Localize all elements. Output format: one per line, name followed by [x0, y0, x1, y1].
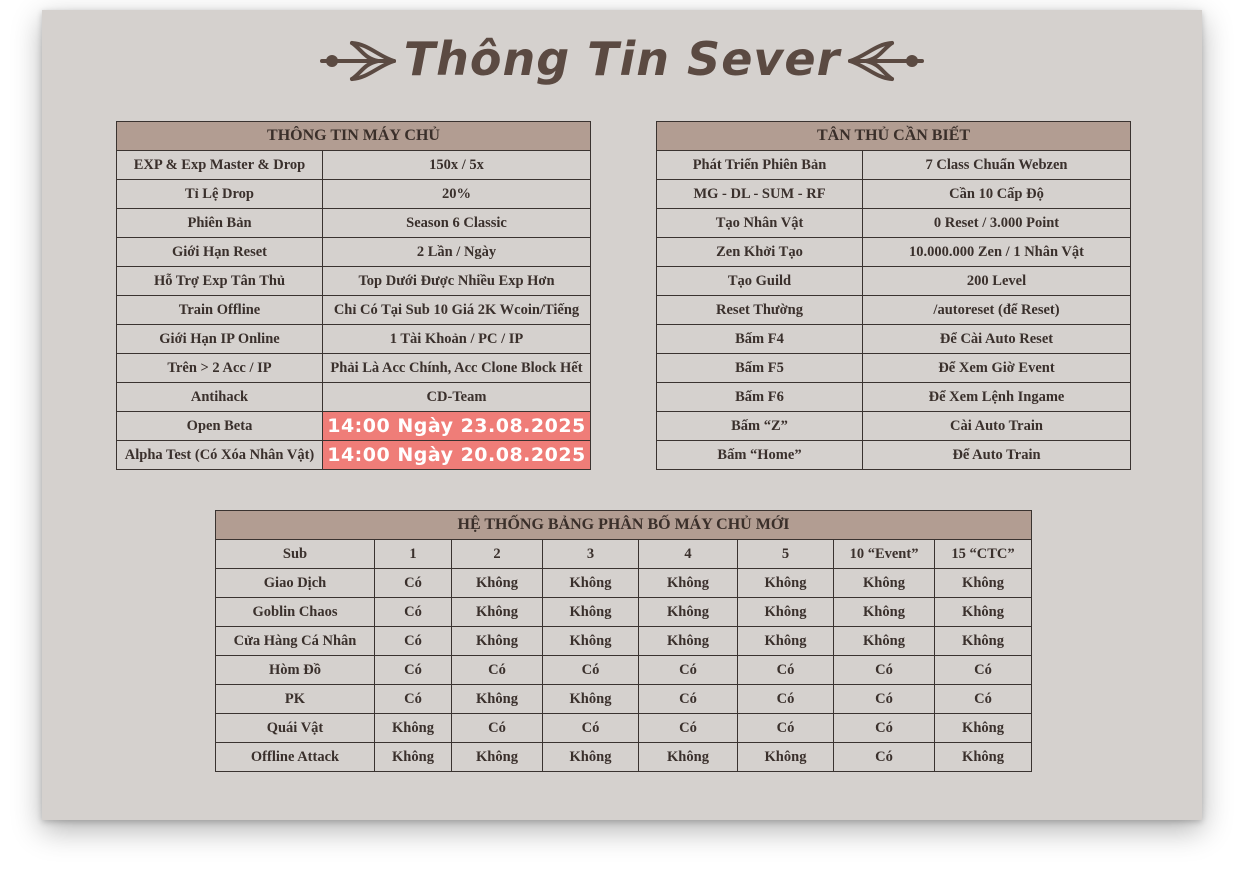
- row-value: Chỉ Có Tại Sub 10 Giá 2K Wcoin/Tiếng: [323, 296, 591, 325]
- table-row: [117, 412, 591, 441]
- column-header: 3: [543, 540, 639, 569]
- table-row: [216, 743, 1032, 772]
- availability-cell: Không: [375, 714, 452, 743]
- row-label: Phiên Bản: [117, 209, 323, 238]
- availability-cell: Không: [639, 569, 738, 598]
- table-row: [657, 354, 1131, 383]
- row-value: Cài Auto Train: [863, 412, 1131, 441]
- row-label: Hỗ Trợ Exp Tân Thủ: [117, 267, 323, 296]
- row-label: Antihack: [117, 383, 323, 412]
- alpha-test-date: 14:00 Ngày 20.08.2025: [323, 441, 591, 470]
- distribution-header: HỆ THỐNG BẢNG PHÂN BỐ MÁY CHỦ MỚI: [216, 511, 1032, 540]
- row-label: Giới Hạn IP Online: [117, 325, 323, 354]
- availability-cell: Có: [375, 656, 452, 685]
- availability-cell: Không: [935, 743, 1032, 772]
- availability-cell: Không: [935, 569, 1032, 598]
- feature-label: Cửa Hàng Cá Nhân: [216, 627, 375, 656]
- row-value: 1 Tài Khoản / PC / IP: [323, 325, 591, 354]
- row-label: Tạo Nhân Vật: [657, 209, 863, 238]
- column-header: 1: [375, 540, 452, 569]
- server-info-table: [116, 121, 591, 470]
- table-row: [657, 209, 1131, 238]
- right-leaf-ornament-icon: [846, 38, 926, 84]
- row-label: Bấm F6: [657, 383, 863, 412]
- availability-cell: Không: [738, 569, 834, 598]
- row-value: Phải Là Acc Chính, Acc Clone Block Hết: [323, 354, 591, 383]
- row-value: Để Cài Auto Reset: [863, 325, 1131, 354]
- column-header: 2: [452, 540, 543, 569]
- table-row: [117, 383, 591, 412]
- availability-cell: Không: [738, 598, 834, 627]
- availability-cell: Không: [639, 743, 738, 772]
- table-row: [117, 354, 591, 383]
- availability-cell: Có: [452, 714, 543, 743]
- availability-cell: Có: [935, 656, 1032, 685]
- row-value: CD-Team: [323, 383, 591, 412]
- table-row: [657, 325, 1131, 354]
- feature-label: Goblin Chaos: [216, 598, 375, 627]
- row-label: Zen Khởi Tạo: [657, 238, 863, 267]
- table-row: [216, 714, 1032, 743]
- table-row: [216, 685, 1032, 714]
- availability-cell: Không: [639, 598, 738, 627]
- row-value: 0 Reset / 3.000 Point: [863, 209, 1131, 238]
- availability-cell: Không: [452, 569, 543, 598]
- availability-cell: Có: [834, 656, 935, 685]
- availability-cell: Không: [834, 569, 935, 598]
- availability-cell: Không: [543, 743, 639, 772]
- column-header: 15 “CTC”: [935, 540, 1032, 569]
- availability-cell: Có: [375, 569, 452, 598]
- row-label: Bấm “Home”: [657, 441, 863, 470]
- availability-cell: Không: [935, 714, 1032, 743]
- table-row: [117, 441, 591, 470]
- row-value: Top Dưới Được Nhiều Exp Hơn: [323, 267, 591, 296]
- availability-cell: Có: [639, 656, 738, 685]
- row-label: Bấm F4: [657, 325, 863, 354]
- availability-cell: Có: [834, 743, 935, 772]
- row-value: 200 Level: [863, 267, 1131, 296]
- availability-cell: Có: [375, 598, 452, 627]
- availability-cell: Không: [738, 743, 834, 772]
- row-value: Season 6 Classic: [323, 209, 591, 238]
- row-value: Để Xem Lệnh Ingame: [863, 383, 1131, 412]
- table-row: [657, 383, 1131, 412]
- table-row: [117, 238, 591, 267]
- table-row: [657, 296, 1131, 325]
- table-row: [657, 238, 1131, 267]
- row-label: Train Offline: [117, 296, 323, 325]
- availability-cell: Không: [935, 627, 1032, 656]
- row-value: Để Auto Train: [863, 441, 1131, 470]
- column-header: 5: [738, 540, 834, 569]
- row-label: Bấm F5: [657, 354, 863, 383]
- availability-cell: Không: [543, 598, 639, 627]
- row-value: 150x / 5x: [323, 151, 591, 180]
- availability-cell: Có: [639, 714, 738, 743]
- table-row: [216, 569, 1032, 598]
- column-header-row: [216, 540, 1032, 569]
- feature-label: PK: [216, 685, 375, 714]
- row-value: 10.000.000 Zen / 1 Nhân Vật: [863, 238, 1131, 267]
- feature-label: Quái Vật: [216, 714, 375, 743]
- availability-cell: Có: [543, 714, 639, 743]
- availability-cell: Có: [834, 714, 935, 743]
- table-row: [117, 325, 591, 354]
- feature-label: Giao Dịch: [216, 569, 375, 598]
- table-row: [117, 267, 591, 296]
- row-label: Alpha Test (Có Xóa Nhân Vật): [117, 441, 323, 470]
- availability-cell: Không: [543, 627, 639, 656]
- row-label: Trên > 2 Acc / IP: [117, 354, 323, 383]
- row-label: Giới Hạn Reset: [117, 238, 323, 267]
- table-row: [216, 627, 1032, 656]
- open-beta-date: 14:00 Ngày 23.08.2025: [323, 412, 591, 441]
- table-row: [216, 598, 1032, 627]
- availability-cell: Có: [375, 627, 452, 656]
- feature-label: Hòm Đồ: [216, 656, 375, 685]
- availability-cell: Có: [738, 685, 834, 714]
- newbie-info-table: [656, 121, 1131, 470]
- availability-cell: Không: [738, 627, 834, 656]
- table-row: [657, 267, 1131, 296]
- availability-cell: Có: [738, 656, 834, 685]
- availability-cell: Không: [834, 627, 935, 656]
- distribution-table: [215, 510, 1032, 772]
- availability-cell: Có: [375, 685, 452, 714]
- availability-cell: Không: [375, 743, 452, 772]
- row-value: /autoreset (để Reset): [863, 296, 1131, 325]
- newbie-info-header: TÂN THỦ CẦN BIẾT: [657, 122, 1131, 151]
- availability-cell: Có: [834, 685, 935, 714]
- availability-cell: Có: [543, 656, 639, 685]
- server-info-header: THÔNG TIN MÁY CHỦ: [117, 122, 591, 151]
- row-value: Để Xem Giờ Event: [863, 354, 1131, 383]
- row-value: 20%: [323, 180, 591, 209]
- availability-cell: Không: [834, 598, 935, 627]
- availability-cell: Không: [543, 569, 639, 598]
- row-label: Open Beta: [117, 412, 323, 441]
- row-value: 2 Lần / Ngày: [323, 238, 591, 267]
- table-row: [117, 209, 591, 238]
- row-label: Bấm “Z”: [657, 412, 863, 441]
- table-row: [657, 180, 1131, 209]
- availability-cell: Có: [639, 685, 738, 714]
- page-title: Thông Tin Sever: [403, 32, 841, 86]
- table-row: [657, 412, 1131, 441]
- availability-cell: Không: [543, 685, 639, 714]
- table-row: [117, 296, 591, 325]
- availability-cell: Có: [935, 685, 1032, 714]
- row-label: EXP & Exp Master & Drop: [117, 151, 323, 180]
- row-value: Cần 10 Cấp Độ: [863, 180, 1131, 209]
- column-header: 4: [639, 540, 738, 569]
- availability-cell: Không: [935, 598, 1032, 627]
- availability-cell: Không: [452, 743, 543, 772]
- row-label: Reset Thường: [657, 296, 863, 325]
- availability-cell: Có: [738, 714, 834, 743]
- availability-cell: Không: [452, 627, 543, 656]
- row-value: 7 Class Chuẩn Webzen: [863, 151, 1131, 180]
- feature-label: Offline Attack: [216, 743, 375, 772]
- row-label: Phát Triển Phiên Bản: [657, 151, 863, 180]
- table-row: [216, 656, 1032, 685]
- row-label: Tỉ Lệ Drop: [117, 180, 323, 209]
- column-header: Sub: [216, 540, 375, 569]
- table-row: [657, 151, 1131, 180]
- table-row: [117, 151, 591, 180]
- availability-cell: Không: [452, 598, 543, 627]
- column-header: 10 “Event”: [834, 540, 935, 569]
- availability-cell: Không: [639, 627, 738, 656]
- table-row: [657, 441, 1131, 470]
- row-label: Tạo Guild: [657, 267, 863, 296]
- availability-cell: Có: [452, 656, 543, 685]
- table-row: [117, 180, 591, 209]
- row-label: MG - DL - SUM - RF: [657, 180, 863, 209]
- availability-cell: Không: [452, 685, 543, 714]
